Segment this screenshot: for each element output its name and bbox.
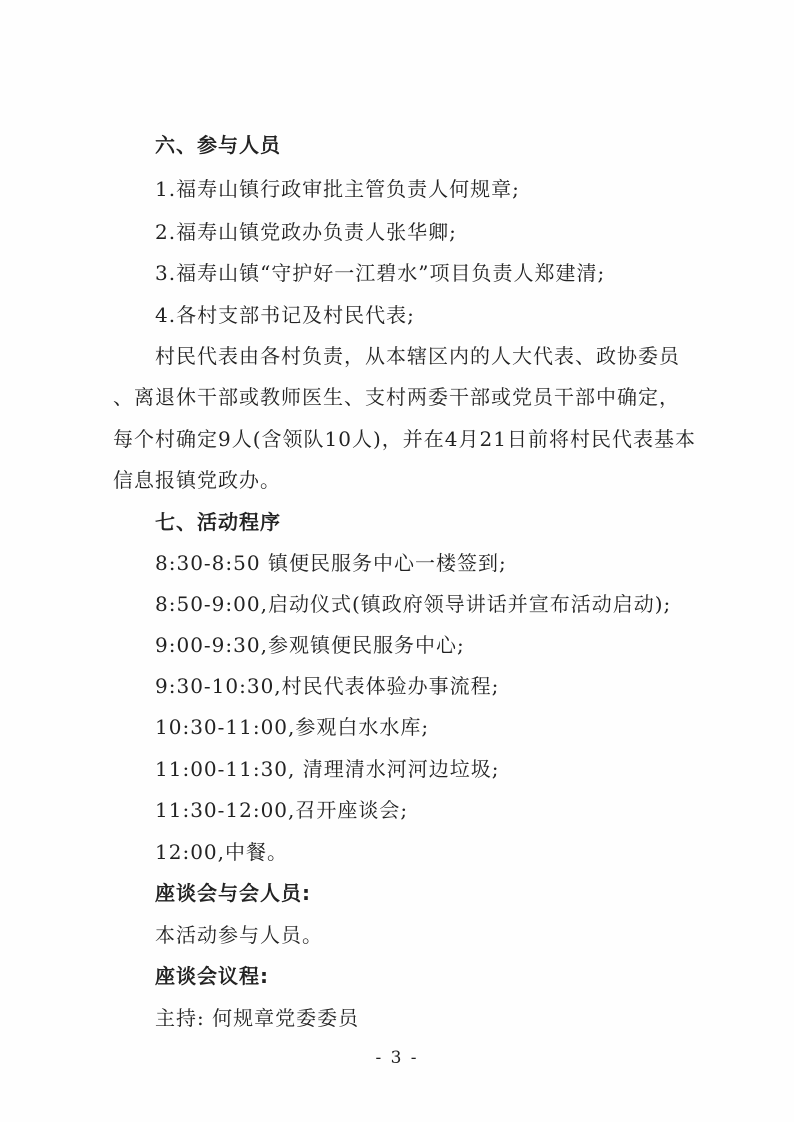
text-line: 2.福寿山镇党政办负责人张华卿; — [155, 220, 457, 244]
text-line: 村民代表由各村负责，从本辖区内的人大代表、政协委员 — [155, 344, 680, 368]
text-line: 11:00-11:30, 清理清水河河边垃圾; — [155, 757, 500, 781]
text-line: 主持: 何规章党委委员 — [155, 1006, 360, 1030]
text-line: 3.福寿山镇“守护好一江碧水”项目负责人郑建清; — [155, 261, 606, 285]
section-heading: 七、活动程序 — [155, 510, 281, 534]
text-line: 8:30-8:50 镇便民服务中心一楼签到; — [155, 551, 507, 575]
text-line: 信息报镇党政办。 — [113, 468, 281, 492]
text-line: 11:30-12:00,召开座谈会; — [155, 798, 409, 822]
text-line: 9:00-9:30,参观镇便民服务中心; — [155, 633, 465, 657]
text-line: 每个村确定9人(含领队10人)，并在4月21日前将村民代表基本 — [113, 427, 696, 451]
text-line: 12:00,中餐。 — [155, 840, 288, 864]
text-line: 1.福寿山镇行政审批主管负责人何规章; — [155, 177, 520, 201]
text-line: 、离退休干部或教师医生、支村两委干部或党员干部中确定， — [113, 385, 680, 409]
text-line: 8:50-9:00,启动仪式(镇政府领导讲话并宣布活动启动); — [155, 592, 672, 616]
text-line: 10:30-11:00,参观白水水库; — [155, 715, 430, 739]
section-heading: 六、参与人员 — [155, 133, 281, 157]
text-line: 9:30-10:30,村民代表体验办事流程; — [155, 674, 500, 698]
text-line: 4.各村支部书记及村民代表; — [155, 303, 415, 327]
subsection-heading: 座谈会议程: — [155, 964, 269, 988]
text-line: 本活动参与人员。 — [155, 923, 323, 947]
page-number: - 3 - — [375, 1048, 419, 1068]
subsection-heading: 座谈会与会人员: — [155, 881, 311, 905]
